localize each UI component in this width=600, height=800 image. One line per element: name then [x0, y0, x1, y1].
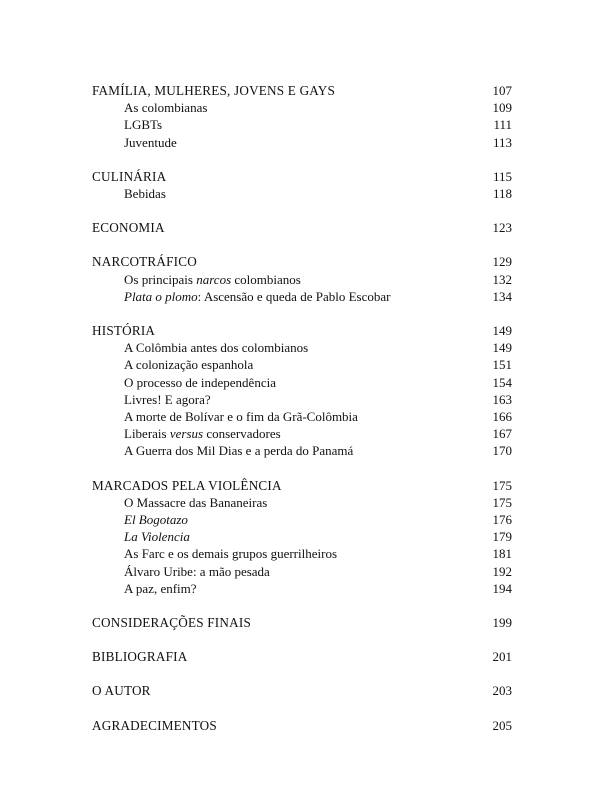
subsection-title: [124, 99, 207, 116]
subsection-title-text: A morte de Bolívar e o fim da Grã-Colômbia: [124, 409, 358, 425]
subsection-title-italic: versus: [169, 426, 204, 442]
subsection-title: [124, 339, 308, 356]
toc-subsection-entry[interactable]: [92, 580, 512, 597]
toc-chapter-entry[interactable]: [92, 682, 512, 699]
subsection-title: [124, 374, 276, 391]
chapter-page-number: 203: [492, 683, 512, 699]
subsection-title: [124, 116, 162, 133]
chapter-title: MARCADOS PELA VIOLÊNCIA: [92, 477, 282, 493]
subsection-page-number: 134: [492, 288, 512, 304]
subsection-title-text: As Farc e os demais grupos guerrilheiros: [124, 546, 338, 562]
toc-subsection-entry[interactable]: [92, 134, 512, 151]
chapter-title: CULINÁRIA: [92, 168, 167, 184]
subsection-title-text: Livres! E agora?: [124, 391, 211, 407]
subsection-title-suffix: colombianos: [231, 271, 301, 287]
subsection-title: [124, 494, 267, 511]
subsection-page-number: 176: [492, 512, 512, 528]
chapter-title: O AUTOR: [92, 683, 151, 699]
toc-subsection-entry[interactable]: [92, 511, 512, 528]
subsection-title: [124, 408, 358, 425]
toc-subsection-entry[interactable]: [92, 408, 512, 425]
subsection-title-text: A colonização espanhola: [124, 357, 254, 373]
subsection-page-number: 170: [492, 443, 512, 459]
subsection-page-number: 118: [492, 186, 512, 202]
subsection-page-number: 166: [492, 409, 512, 425]
subsection-title: [124, 425, 281, 442]
subsection-title: [124, 185, 166, 202]
chapter-page-number: 201: [492, 649, 512, 665]
toc-subsection-entry[interactable]: [92, 563, 512, 580]
toc-subsection-entry[interactable]: [92, 271, 512, 288]
subsection-title-suffix: : Ascensão e queda de Pablo Escobar: [197, 288, 391, 304]
chapter-page-number: 205: [492, 717, 512, 733]
subsection-page-number: 149: [492, 340, 512, 356]
toc-section: [92, 614, 512, 631]
chapter-title: FAMÍLIA, MULHERES, JOVENS E GAYS: [92, 83, 336, 98]
subsection-page-number: 179: [492, 529, 512, 545]
toc-subsection-entry[interactable]: [92, 288, 512, 305]
toc-subsection-entry[interactable]: [92, 425, 512, 442]
toc-subsection-entry[interactable]: [92, 356, 512, 373]
chapter-page-number: 199: [492, 615, 512, 631]
subsection-title-text: As colombianas: [124, 100, 208, 116]
subsection-title-text: A Guerra dos Mil Dias e a perda do Panamá: [124, 443, 354, 459]
subsection-title: [124, 134, 177, 151]
chapter-title: BIBLIOGRAFIA: [92, 649, 188, 665]
subsection-title-text: Os principais: [124, 271, 197, 287]
subsection-page-number: 163: [492, 391, 512, 407]
subsection-title-text: LGBTs: [124, 117, 163, 133]
chapter-page-number: 149: [492, 323, 512, 339]
chapter-title: ECONOMIA: [92, 220, 165, 236]
subsection-page-number: 167: [492, 426, 512, 442]
toc-section: [92, 253, 512, 305]
chapter-title: AGRADECIMENTOS: [92, 717, 217, 733]
toc-chapter-entry[interactable]: [92, 219, 512, 236]
toc-subsection-entry[interactable]: [92, 442, 512, 459]
subsection-page-number: 175: [492, 494, 512, 510]
chapter-title: CONSIDERAÇÕES FINAIS: [92, 615, 251, 631]
subsection-title: [124, 356, 253, 373]
chapter-title: HISTÓRIA: [92, 323, 156, 339]
subsection-page-number: 181: [492, 546, 512, 562]
toc-chapter-entry[interactable]: [92, 717, 512, 734]
subsection-title: [124, 545, 337, 562]
chapter-title: NARCOTRÁFICO: [92, 254, 197, 270]
toc-subsection-entry[interactable]: [92, 494, 512, 511]
toc-subsection-entry[interactable]: [92, 391, 512, 408]
toc-subsection-entry[interactable]: [92, 374, 512, 391]
subsection-title-italic: El Bogotazo: [124, 512, 188, 528]
toc-subsection-entry[interactable]: [92, 528, 512, 545]
subsection-title-italic: La Violencia: [124, 529, 190, 545]
subsection-title-text: Álvaro Uribe: a mão pesada: [124, 563, 270, 579]
toc-section: [92, 322, 512, 460]
chapter-page-number: 115: [492, 168, 512, 184]
table-of-contents: [92, 82, 512, 751]
toc-section: [92, 82, 512, 151]
subsection-page-number: 113: [492, 134, 512, 150]
toc-section: [92, 717, 512, 734]
toc-subsection-entry[interactable]: [92, 339, 512, 356]
toc-chapter-entry[interactable]: [92, 648, 512, 665]
toc-chapter-entry[interactable]: [92, 253, 512, 270]
subsection-title: [124, 271, 301, 288]
subsection-title: [124, 391, 211, 408]
subsection-title: [124, 563, 270, 580]
subsection-title: [124, 580, 197, 597]
subsection-page-number: 111: [493, 117, 512, 133]
subsection-page-number: 192: [492, 563, 512, 579]
subsection-title-italic: narcos: [196, 271, 232, 287]
subsection-page-number: 109: [492, 100, 512, 116]
toc-section: [92, 648, 512, 665]
subsection-title-text: O Massacre das Bananeiras: [124, 494, 268, 510]
subsection-page-number: 151: [492, 357, 512, 373]
subsection-title-text: A paz, enfim?: [124, 580, 197, 596]
chapter-page-number: 129: [492, 254, 512, 270]
toc-subsection-entry[interactable]: [92, 185, 512, 202]
subsection-title: [124, 511, 188, 528]
toc-chapter-entry[interactable]: [92, 477, 512, 494]
toc-subsection-entry[interactable]: [92, 116, 512, 133]
subsection-title-text: A Colômbia antes dos colombianos: [124, 340, 309, 356]
subsection-title-text: Bebidas: [124, 186, 166, 202]
subsection-page-number: 154: [492, 374, 512, 390]
chapter-page-number: 123: [492, 220, 512, 236]
toc-section: [92, 168, 512, 202]
toc-section: [92, 477, 512, 597]
toc-section: [92, 682, 512, 699]
toc-subsection-entry[interactable]: [92, 545, 512, 562]
subsection-title: [124, 528, 190, 545]
subsection-title: [124, 288, 390, 305]
toc-chapter-entry[interactable]: [92, 322, 512, 339]
chapter-page-number: 175: [492, 477, 512, 493]
toc-chapter-entry[interactable]: [92, 82, 512, 99]
toc-chapter-entry[interactable]: [92, 168, 512, 185]
subsection-page-number: 194: [492, 580, 512, 596]
chapter-page-number: 107: [492, 83, 512, 98]
subsection-title-suffix: conservadores: [203, 426, 281, 442]
toc-subsection-entry[interactable]: [92, 99, 512, 116]
toc-section: [92, 219, 512, 236]
subsection-title: [124, 442, 353, 459]
subsection-title-text: O processo de independência: [124, 374, 276, 390]
subsection-title-italic: Plata o plomo: [124, 288, 198, 304]
subsection-title-text: Juventude: [124, 134, 177, 150]
toc-chapter-entry[interactable]: [92, 614, 512, 631]
subsection-title-text: Liberais: [124, 426, 170, 442]
subsection-page-number: 132: [492, 271, 512, 287]
